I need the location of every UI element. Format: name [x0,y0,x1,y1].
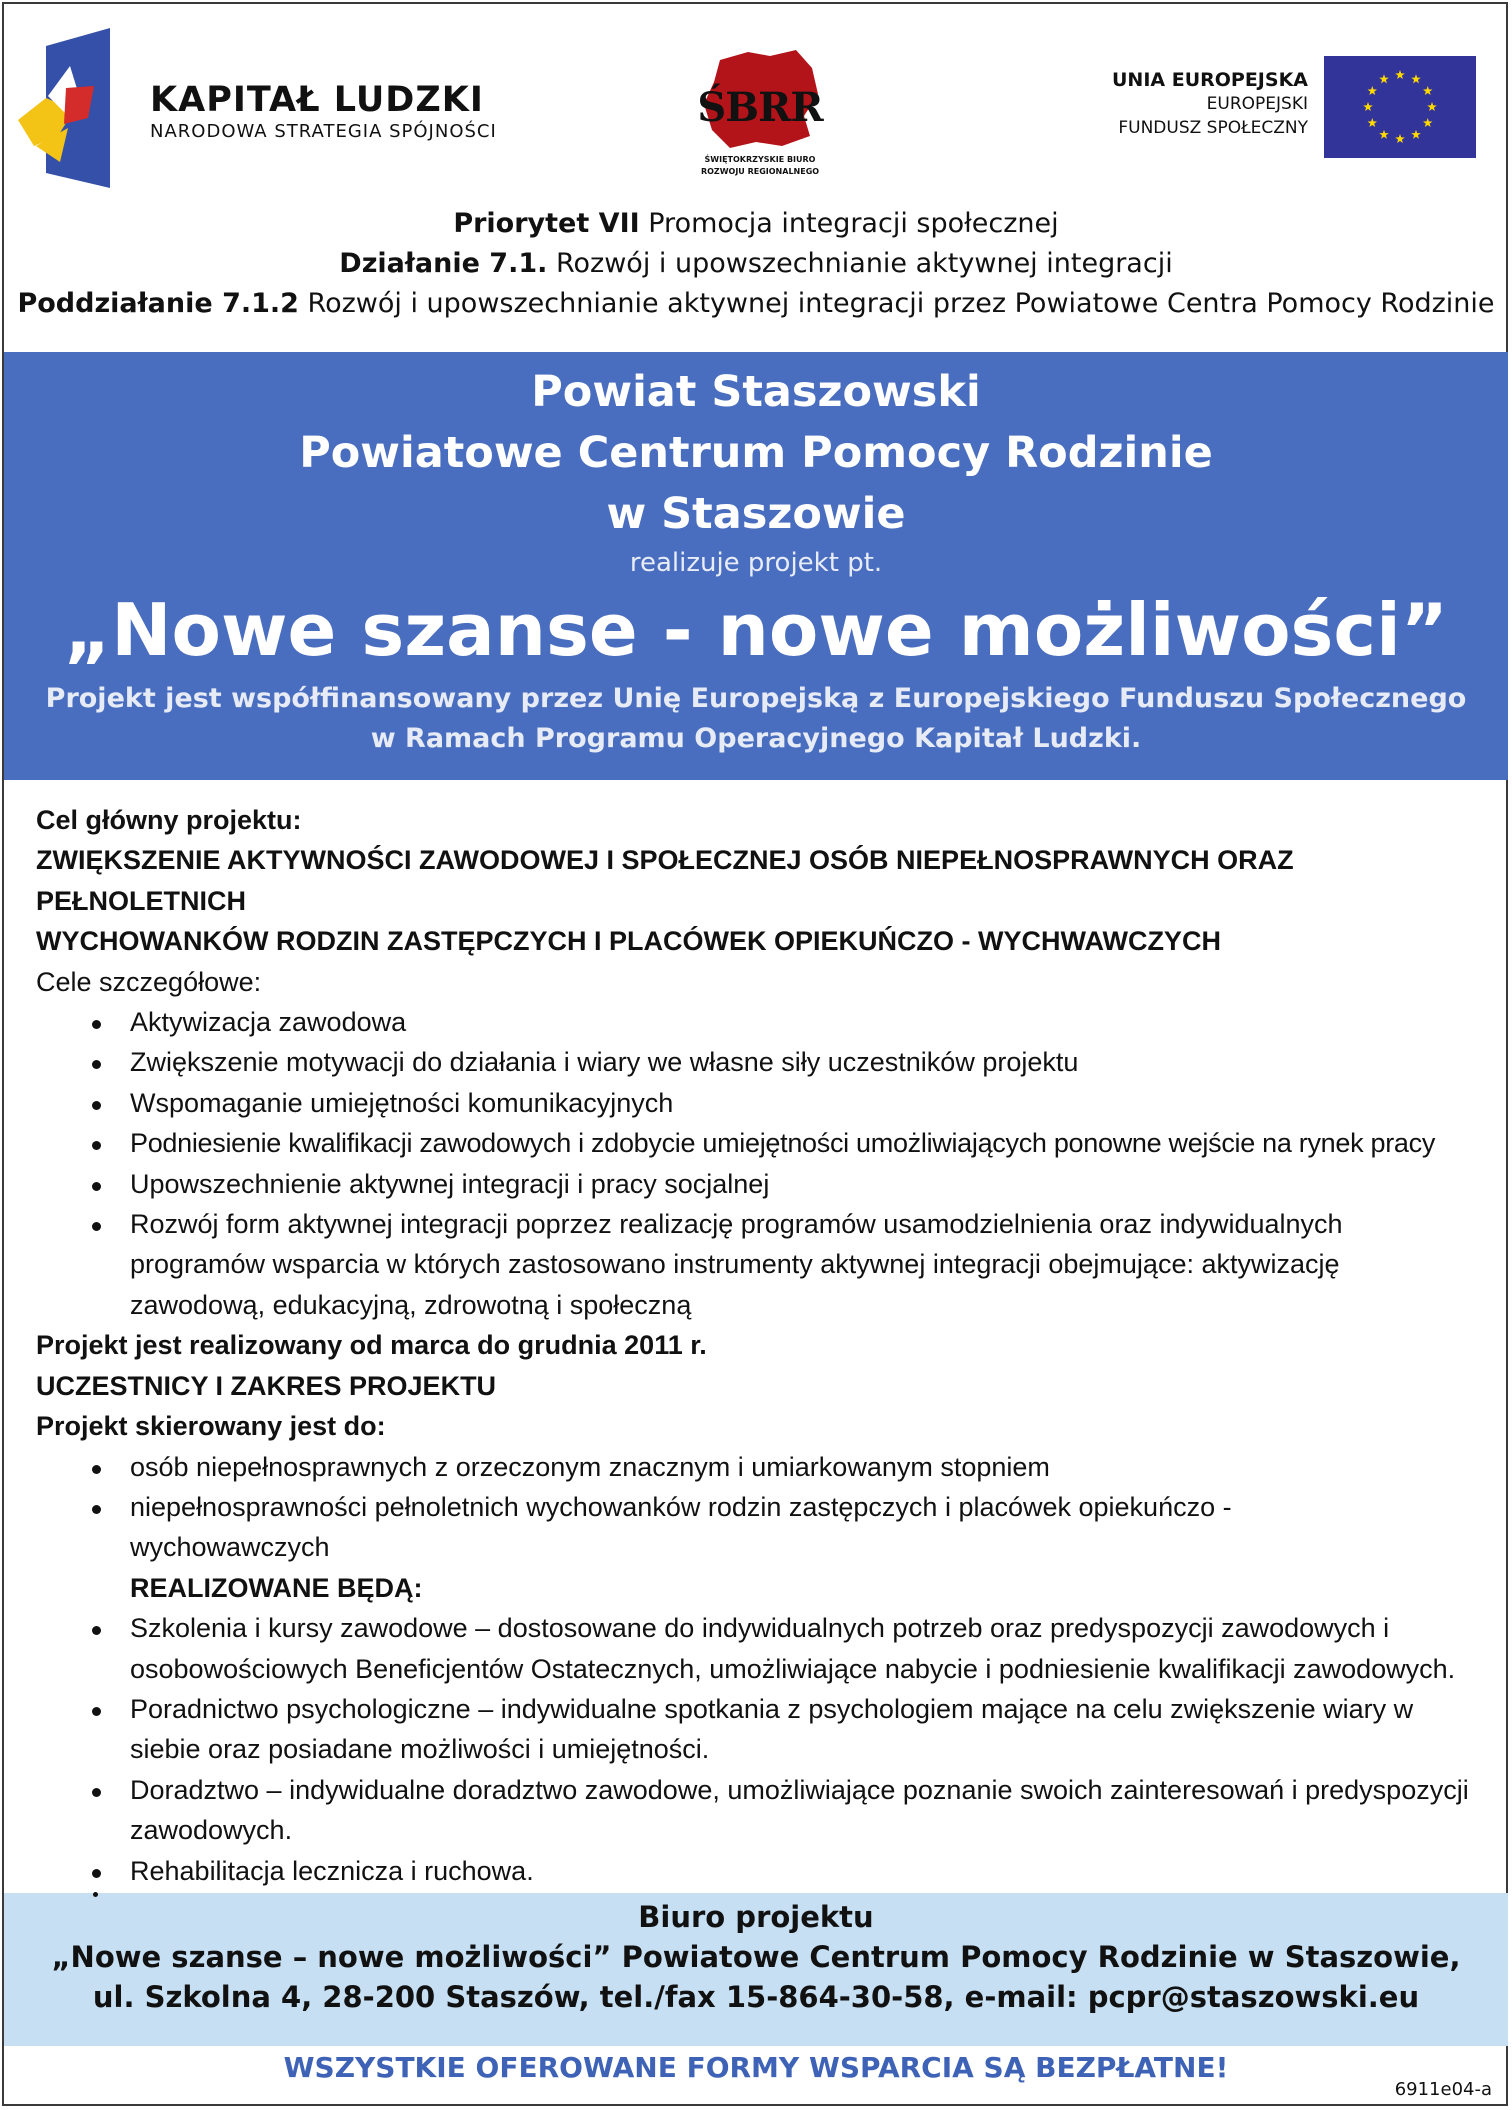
priority-line [0,204,1512,244]
participants-heading: UCZESTNICY I ZAKRES PROJEKTU [36,1370,497,1401]
addressed-label: Projekt skierowany jest do: [36,1411,386,1442]
bullet-icon [92,1505,101,1514]
bullet-icon [92,1141,101,1150]
bullet-icon [92,1626,101,1635]
list-item [36,1164,1486,1204]
free-support-notice: WSZYSTKIE OFEROWANE FORMY WSPARCIA SĄ BEZPŁATNE! [283,2051,1229,2084]
list-item [36,1002,1486,1042]
list-item [36,1851,1486,1891]
detailed-goals-list [36,1002,1486,1325]
priority-text: Promocja integracji społecznej [639,208,1059,239]
header-logos [0,0,1512,200]
list-item [36,1487,1486,1568]
subaction-label: Poddziałanie 7.1.2 [17,288,299,319]
project-office-band [4,1893,1508,2046]
list-item [36,1689,1486,1770]
subaction-line [0,284,1512,324]
priority-label: Priorytet VII [453,208,640,239]
project-description [36,800,1486,1891]
action-line [0,244,1512,284]
detailed-goals-label: Cele szczegółowe: [36,966,262,997]
list-item-text: Poradnictwo psychologiczne – indywidualne spotkania z psychologiem mające na celu zwiększenie wiary w siebie oraz posiadane możliwości i umiejętności. [130,1693,1414,1765]
project-period: Projekt jest realizowany od marca do grudnia 2011 r. [36,1330,707,1361]
sbrr-logo [680,50,840,190]
list-item [36,1123,1486,1163]
eu-text [1112,68,1308,140]
list-item [36,1083,1486,1123]
banner-county: Powiat Staszowski [531,367,981,417]
list-item-text: Zwiększenie motywacji do działania i wiary we własne siły uczestników projektu [130,1047,1079,1078]
eu-flag-icon [1324,56,1476,158]
sbrr-name: ŚBRR [697,84,823,131]
bullet-icon [92,1101,101,1110]
office-name: „Nowe szanse – nowe możliwości” Powiatowe Centrum Pomocy Rodzinie w Staszowie, [51,1940,1461,1974]
sbrr-caption-line2: ROZWOJU REGIONALNEGO [700,167,820,176]
kapital-ludzki-logo-icon [18,28,118,188]
banner-realizuje: realizuje projekt pt. [629,548,883,578]
list-item [36,1770,1486,1851]
list-item-text: Szkolenia i kursy zawodowe – dostosowane do indywidualnych potrzeb oraz predyspozycji zawodowych i osobowościowych Beneficjentów Ostatecznych, umożliwiające nabycie i podniesienie kwalifikacji zawodowych. [130,1613,1456,1684]
eu-title: UNIA EUROPEJSKA [1112,69,1308,91]
list-item [36,1608,1486,1689]
bullet-icon [92,1182,101,1191]
action-label: Działanie 7.1. [339,248,548,279]
realized-heading: REALIZOWANE BĘDĄ: [130,1572,423,1603]
document-code: 6911e04-a [1394,2079,1492,2100]
goal-text-line1: ZWIĘKSZENIE AKTYWNOŚCI ZAWODOWEJ I SPOŁECZNEJ OSÓB NIEPEŁNOSPRAWNYCH ORAZ PEŁNOLETNICH [36,845,1294,916]
sbrr-caption [680,154,840,178]
bullet-icon [92,1707,101,1716]
addressed-list [36,1447,1486,1891]
office-heading: Biuro projektu [638,1900,874,1934]
sbrr-caption-line1: ŚWIĘTOKRZYSKIE BIURO [704,155,816,164]
goal-label: Cel główny projektu: [36,805,302,835]
list-item-text: Aktywizacja zawodowa [130,1007,407,1038]
list-item [36,1204,1486,1325]
bullet-icon [92,1788,101,1797]
kapital-ludzki-subtitle: NARODOWA STRATEGIA SPÓJNOŚCI [150,121,497,142]
funding-line2: w Ramach Programu Operacyjnego Kapitał Ludzki. [370,723,1142,754]
action-text: Rozwój i upowszechnianie aktywnej integracji [547,248,1173,279]
list-item-text: Podniesienie kwalifikacji zawodowych i zdobycie umiejętności umożliwiających ponowne wejście na rynek pracy [130,1128,1436,1159]
kapital-ludzki-title: KAPITAŁ LUDZKI [150,80,484,120]
bullet-icon [92,1222,101,1231]
banner-center: Powiatowe Centrum Pomocy Rodzinie [299,428,1213,478]
list-item [36,1042,1486,1082]
list-item-text: Rozwój form aktywnej integracji poprzez realizację programów usamodzielnienia oraz indywidualnych programów wsparcia w których zastosowano instrumenty aktywnej integracji obejmujące: aktywizację zawodową, edukacyjną, zdrowotną i społeczną [130,1209,1343,1320]
office-contact: ul. Szkolna 4, 28-200 Staszów, tel./fax 15-864-30-58, e-mail: pcpr@staszowski.eu [92,1980,1420,2014]
list-item-text: Wspomaganie umiejętności komunikacyjnych [130,1087,674,1118]
subaction-text: Rozwój i upowszechnianie aktywnej integracji przez Powiatowe Centra Pomocy Rodzinie [298,288,1495,319]
list-item-text: niepełnosprawności pełnoletnich wychowanków rodzin zastępczych i placówek opiekuńczo - wychowawczych [130,1491,1232,1563]
kapital-ludzki-text [150,80,497,144]
bullet-icon [92,1020,101,1029]
banner-city: w Staszowie [606,489,906,539]
bullet-icon [92,1869,101,1878]
list-item [36,1447,1486,1487]
list-item-text: osób niepełnosprawnych z orzeczonym znacznym i umiarkowanym stopniem [130,1451,1050,1482]
eu-line2: FUNDUSZ SPOŁECZNY [1118,118,1308,138]
priority-block [0,204,1512,324]
project-title: „Nowe szanse - nowe możliwości” [63,588,1449,672]
list-item-text: Doradztwo – indywidualne doradztwo zawodowe, umożliwiające poznanie swoich zainteresowań i predyspozycji zawodowych. [130,1774,1469,1846]
goal-text-line2: WYCHOWANKÓW RODZIN ZASTĘPCZYCH I PLACÓWEK OPIEKUŃCZO - WYCHWAWCZYCH [36,926,1221,957]
project-banner [4,352,1508,780]
list-item-text: Upowszechnienie aktywnej integracji i pracy socjalnej [130,1168,770,1199]
bullet-icon [92,1060,101,1069]
list-item-text: Rehabilitacja lecznicza i ruchowa. [130,1855,534,1886]
bullet-icon [92,1465,101,1474]
bullet-icon [93,1892,98,1897]
eu-line1: EUROPEJSKI [1206,94,1308,114]
funding-line1: Projekt jest współfinansowany przez Unię Europejską z Europejskiego Funduszu Społecznego [45,683,1467,714]
